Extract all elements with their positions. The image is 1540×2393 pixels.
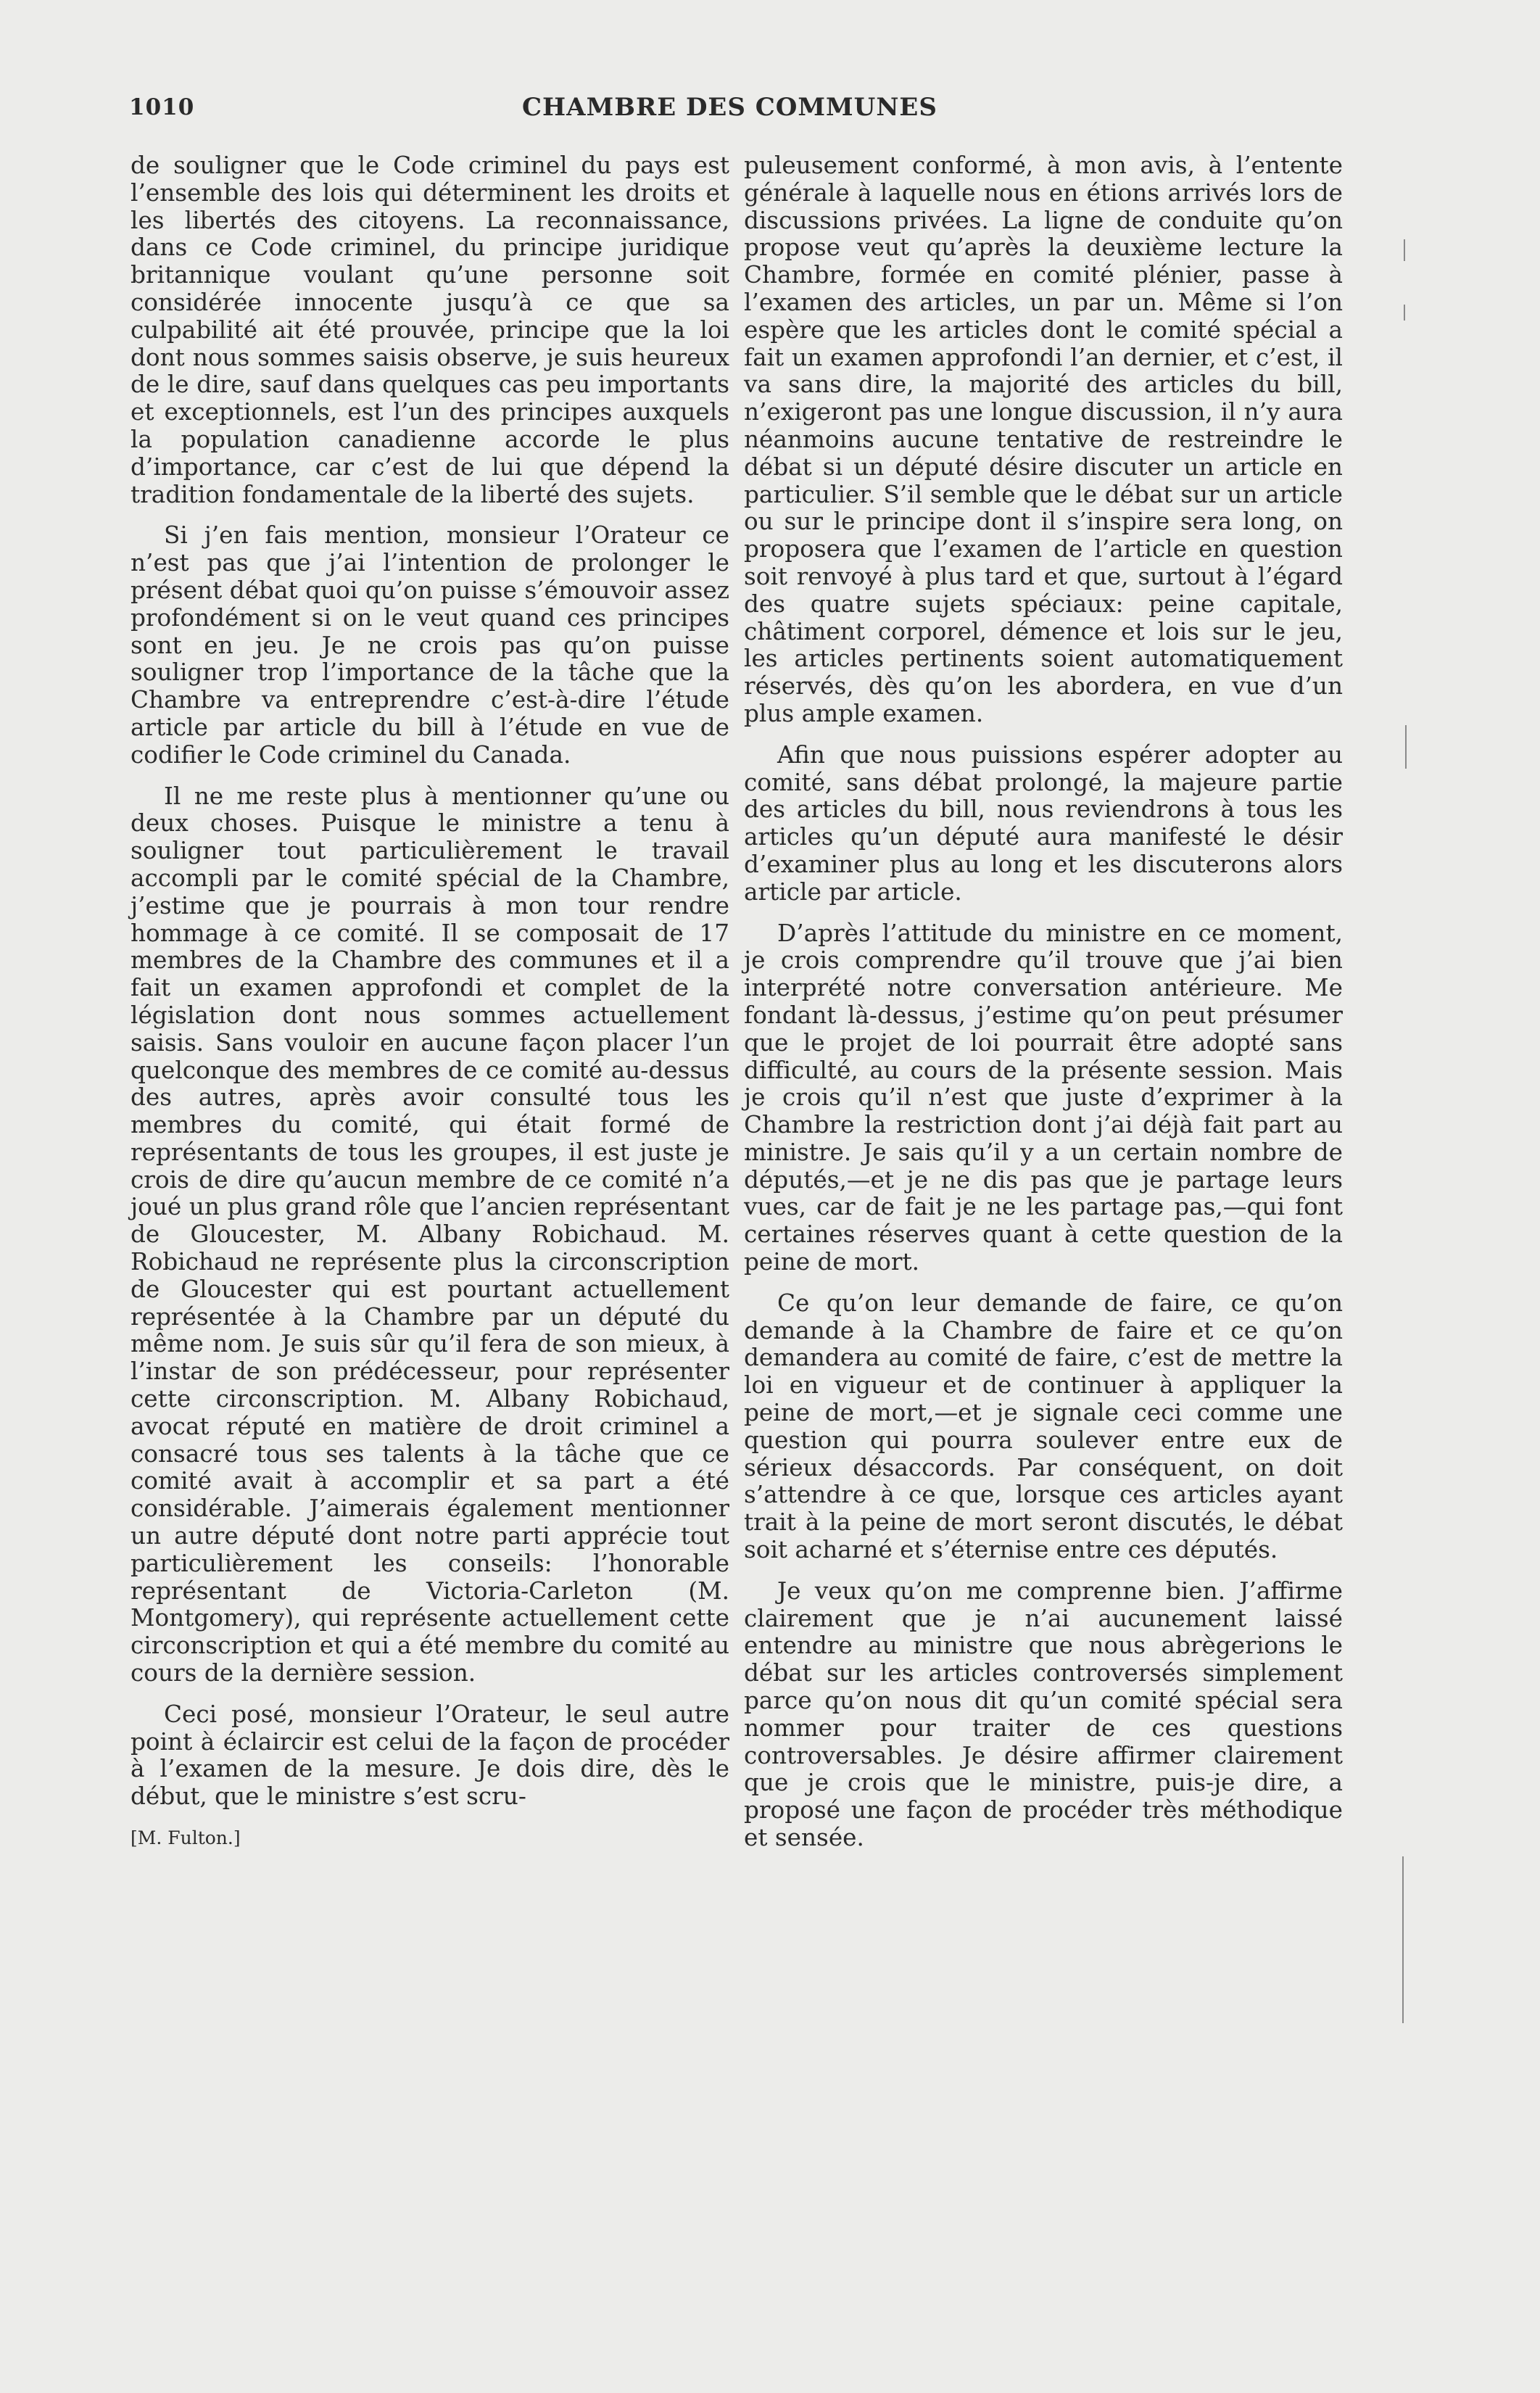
- paragraph: Si j’en fais mention, monsieur l’Orateur ce n’est pas que j’ai l’intention de prolonger le présent débat quoi qu’on puisse s’émouvoir assez profondément si on le veut quand ces principes sont en jeu. Je ne crois pas qu’on puisse souligner trop l’importance de la tâche que la Chambre va entreprendre c’est-à-dire l’étude article par article du bill à l’étude en vue de codifier le Code criminel du Canada.: [131, 521, 729, 769]
- margin-mark: [1402, 1856, 1404, 2023]
- margin-mark: [1405, 725, 1407, 769]
- running-head: CHAMBRE DES COMMUNES: [522, 93, 937, 122]
- page-number: 1010: [129, 94, 195, 120]
- paragraph: Ce qu’on leur demande de faire, ce qu’on demande à la Chambre de faire et ce qu’on demandera au comité de faire, c’est de mettre la loi en vigueur et de continuer à appliquer la peine de mort,—et je signale ceci comme une question qui pourra soulever entre eux de sérieux désaccords. Par conséquent, on doit s’attendre à ce que, lorsque ces articles ayant trait à la peine de mort seront discutés, le débat soit acharné et s’éternise entre ces députés.: [744, 1289, 1343, 1564]
- paragraph: Je veux qu’on me comprenne bien. J’affirme clairement que je n’ai aucunement laissé entendre au ministre que nous abrègerions le débat sur les articles controversés simplement parce qu’on nous dit qu’un comité spécial sera nommer pour traiter de ces questions controversables. Je désire affirmer clairement que je crois que le ministre, puis-je dire, a proposé une façon de procéder très méthodique et sensée.: [744, 1576, 1343, 1852]
- paragraph: de souligner que le Code criminel du pays est l’ensemble des lois qui déterminent les droits et les libertés des citoyens. La reconnaissance, dans ce Code criminel, du principe juridique britannique voulant qu’une personne soit considérée innocente jusqu’à ce que sa culpabilité ait été prouvée, principe que la loi dont nous sommes saisis observe, je suis heureux de le dire, sauf dans quelques cas peu importants et exceptionnels, est l’un des principes auxquels la population canadienne accorde le plus d’importance, car c’est de lui que dépend la tradition fondamentale de la liberté des sujets.: [131, 152, 729, 508]
- paragraph: Afin que nous puissions espérer adopter au comité, sans débat prolongé, la majeure partie des articles du bill, nous reviendrons à tous les articles qu’un député aura manifesté le désir d’examiner plus au long et les discuterons alors article par article.: [744, 740, 1343, 906]
- paragraph: Il ne me reste plus à mentionner qu’une ou deux choses. Puisque le ministre a tenu à souligner tout particulièrement le travail accompli par le comité spécial de la Chambre, j’estime que je pourrais à mon tour rendre hommage à ce comité. Il se composait de 17 membres de la Chambre des communes et il a fait un examen approfondi et complet de la législation dont nous sommes actuellement saisis. Sans vouloir en aucune façon placer l’un quelconque des membres de ce comité au-dessus des autres, après avoir consulté tous les membres du comité, qui était formé de représentants de tous les groupes, il est juste je crois de dire qu’aucun membre de ce comité n’a joué un plus grand rôle que l’ancien représentant de Gloucester, M. Albany Robichaud. M. Robichaud ne représente plus la circonscription de Gloucester qui est pourtant actuellement représentée à la Chambre par un député du même nom. Je suis sûr qu’il fera de son mieux, à l’instar de son prédécesseur, pour représenter cette circonscription. M. Albany Robichaud, avocat réputé en matière de droit criminel a consacré tous ses talents à la tâche que ce comité avait à accomplir et sa part a été considérable. J’aimerais également mentionner un autre député dont notre parti apprécie tout particulièrement les conseils: l’honorable représentant de Victoria-Carleton (M. Montgomery), qui représente actuellement cette circonscription et qui a été membre du comité au cours de la dernière session.: [131, 782, 729, 1687]
- left-column: [131, 152, 729, 1852]
- paragraph: Ceci posé, monsieur l’Orateur, le seul autre point à éclaircir est celui de la façon de procéder à l’examen de la mesure. Je dois dire, dès le début, que le ministre s’est scru-: [131, 1700, 729, 1811]
- margin-mark: [1404, 305, 1405, 321]
- speaker-attribution: [M. Fulton.]: [131, 1827, 241, 1849]
- paragraph: D’après l’attitude du ministre en ce moment, je crois comprendre qu’il trouve que j’ai bien interprété notre conversation antérieure. Me fondant là-dessus, j’estime qu’on peut présumer que le projet de loi pourrait être adopté sans difficulté, au cours de la présente session. Mais je crois qu’il n’est que juste d’exprimer à la Chambre la restriction dont j’ai déjà fait part au ministre. Je sais qu’il y a un certain nombre de députés,—et je ne dis pas que je partage leurs vues, car de fait je ne les partage pas,—qui font certaines réserves quant à cette question de la peine de mort.: [744, 919, 1343, 1276]
- paragraph: puleusement conformé, à mon avis, à l’entente générale à laquelle nous en étions arrivés lors de discussions privées. La ligne de conduite qu’on propose veut qu’après la deuxième lecture la Chambre, formée en comité plénier, passe à l’examen des articles, un par un. Même si l’on espère que les articles dont le comité spécial a fait un examen approfondi l’an dernier, et c’est, il va sans dire, la majorité des articles du bill, n’exigeront pas une longue discussion, il n’y aura néanmoins aucune tentative de restreindre le débat si un député désire discuter un article en particulier. S’il semble que le débat sur un article ou sur le principe dont il s’inspire sera long, on proposera que l’examen de l’article en question soit renvoyé à plus tard et que, surtout à l’égard des quatre sujets spéciaux: peine capitale, châtiment corporel, démence et lois sur le jeu, les articles pertinents soient automatiquement réservés, dès qu’on les abordera, en vue d’un plus ample examen.: [744, 152, 1343, 727]
- margin-mark: [1404, 239, 1405, 261]
- right-column: [744, 152, 1343, 1866]
